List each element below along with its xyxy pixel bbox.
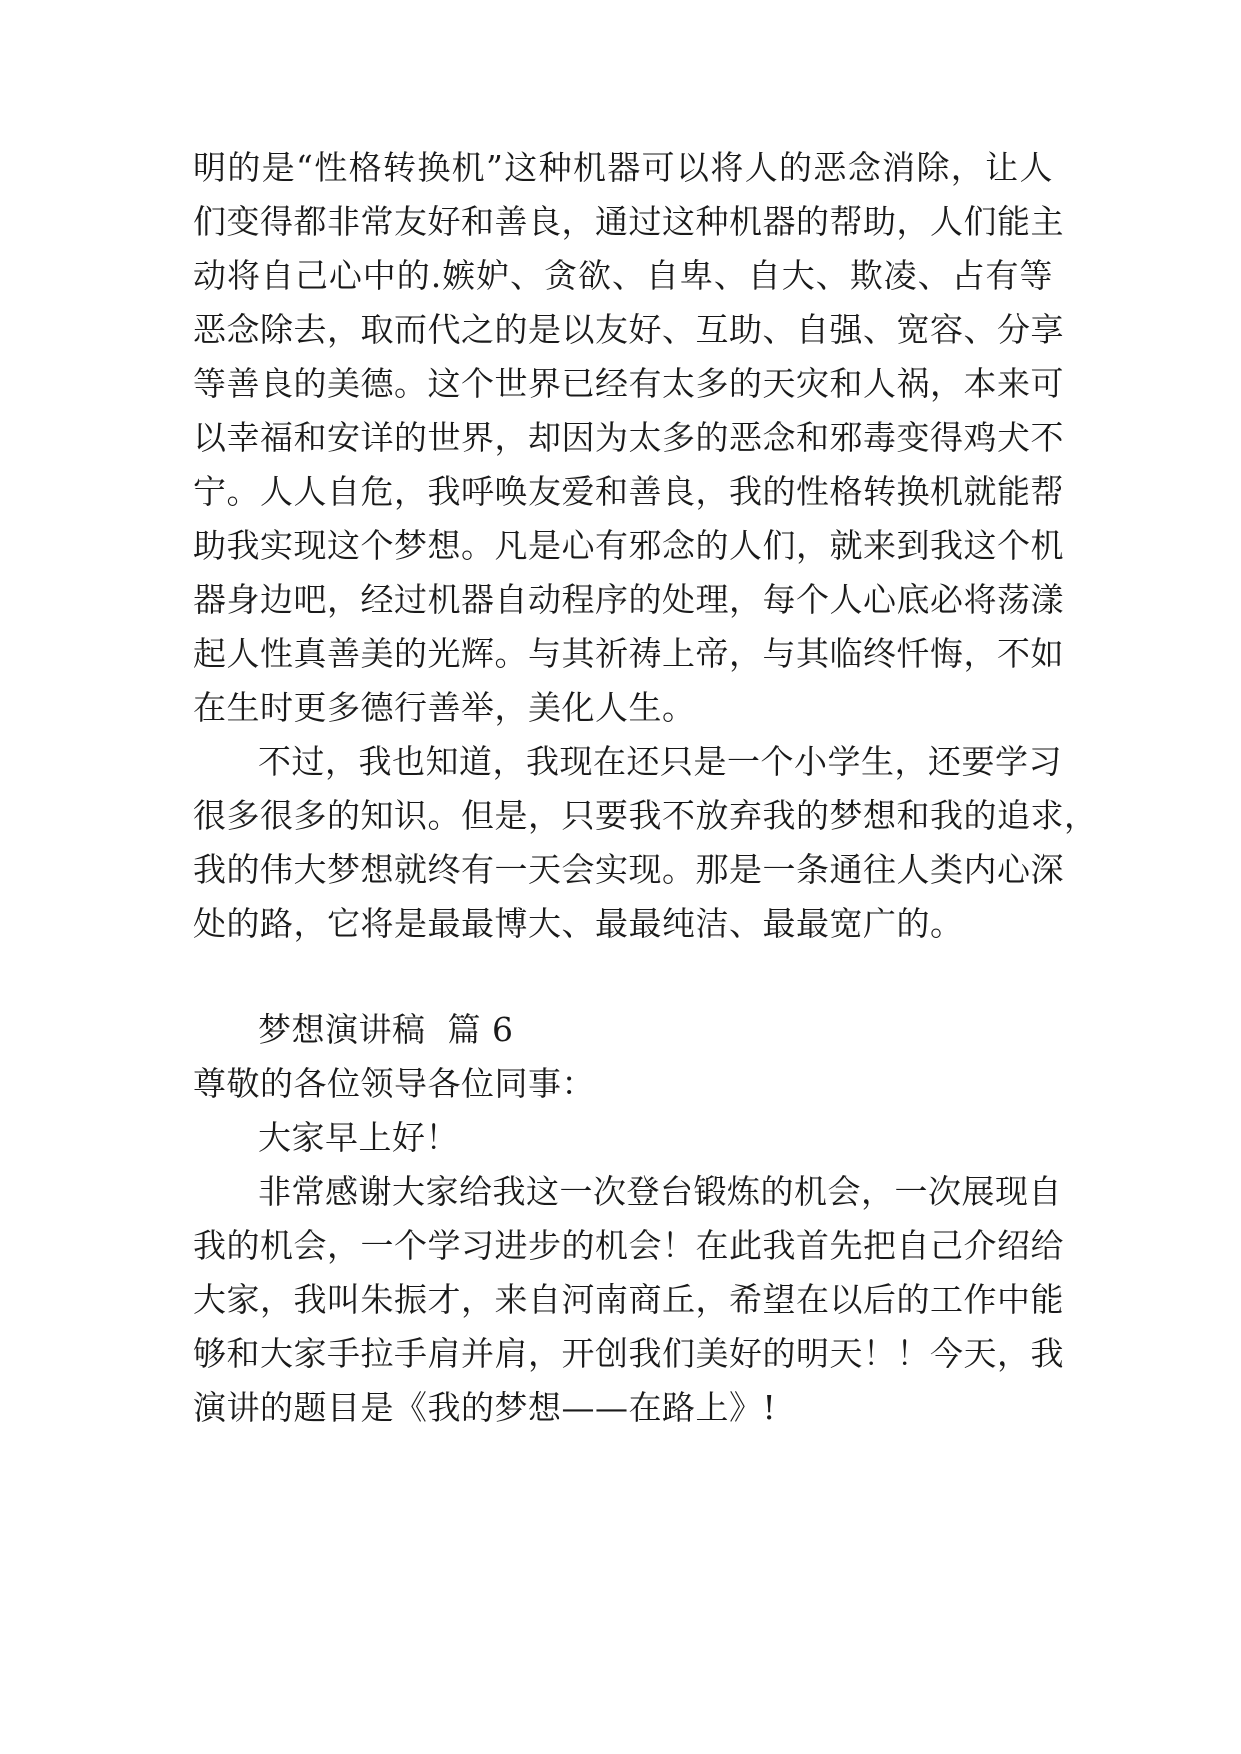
greeting: 大家早上好！ (258, 1118, 459, 1157)
paragraph-2-line-1: 不过，我也知道，我现在还只是一个小学生，还要学习 (258, 742, 1062, 781)
paragraph-2-line-3: 我的伟大梦想就终有一天会实现。那是一条通往人类内心深 (193, 850, 1064, 889)
paragraph-1-line-7: 宁。人人自危，我呼唤友爱和善良，我的性格转换机就能帮 (193, 472, 1064, 511)
salutation: 尊敬的各位领导各位同事： (193, 1064, 595, 1103)
paragraph-1-line-4: 恶念除去，取而代之的是以友好、互助、自强、宽容、分享 (193, 310, 1064, 349)
paragraph-2-line-2: 很多很多的知识。但是，只要我不放弃我的梦想和我的追求， (193, 796, 1098, 835)
paragraph-2-line-4: 处的路，它将是最最博大、最最纯洁、最最宽广的。 (193, 904, 964, 943)
paragraph-1-line-1: 明的是“性格转换机”这种机器可以将人的恶念消除，让人 (193, 148, 1053, 187)
paragraph-1-line-3: 动将自己心中的.嫉妒、贪欲、自卑、自大、欺凌、占有等 (193, 256, 1053, 295)
paragraph-3-line-4: 够和大家手拉手肩并肩，开创我们美好的明天！！今天，我 (193, 1334, 1064, 1373)
paragraph-1-line-2: 们变得都非常友好和善良，通过这种机器的帮助，人们能主 (193, 202, 1064, 241)
paragraph-1-line-10: 起人性真善美的光辉。与其祈祷上帝，与其临终忏悔，不如 (193, 634, 1064, 673)
paragraph-1-line-8: 助我实现这个梦想。凡是心有邪念的人们，就来到我这个机 (193, 526, 1064, 565)
paragraph-1-line-5: 等善良的美德。这个世界已经有太多的天灾和人祸，本来可 (193, 364, 1064, 403)
paragraph-1-line-9: 器身边吧，经过机器自动程序的处理，每个人心底必将荡漾 (193, 580, 1064, 619)
paragraph-3-line-5: 演讲的题目是《我的梦想——在路上》! (193, 1388, 777, 1427)
paragraph-3-line-2: 我的机会，一个学习进步的机会！在此我首先把自己介绍给 (193, 1226, 1064, 1265)
paragraph-1-line-11: 在生时更多德行善举，美化人生。 (193, 688, 696, 727)
paragraph-3-line-3: 大家，我叫朱振才，来自河南商丘，希望在以后的工作中能 (193, 1280, 1064, 1319)
paragraph-1-line-6: 以幸福和安详的世界，却因为太多的恶念和邪毒变得鸡犬不 (193, 418, 1064, 457)
paragraph-3-line-1: 非常感谢大家给我这一次登台锻炼的机会，一次展现自 (258, 1172, 1062, 1211)
section-title: 梦想演讲稿 篇 6 (258, 1010, 514, 1049)
